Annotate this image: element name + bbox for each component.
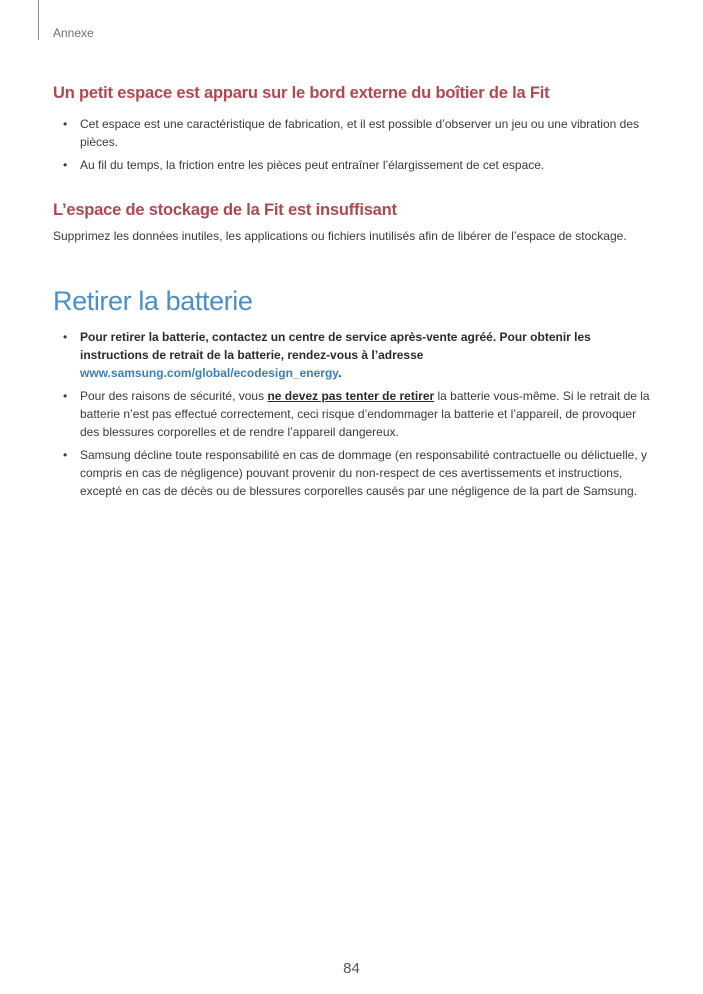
section-label: Annexe xyxy=(53,26,94,40)
gap-bullet-list xyxy=(53,115,653,174)
header-divider-line xyxy=(38,0,39,40)
list-item: • Au fil du temps, la friction entre les pièces peut entraîner l’élargissement de cet espace. xyxy=(53,156,653,174)
section-heading-gap: Un petit espace est apparu sur le bord externe du boîtier de la Fit xyxy=(53,84,550,102)
page-number: 84 xyxy=(343,960,360,977)
safety-text-suffix: la batterie vous-même. Si le retrait de la batterie n’est pas effectué correctement, ceci risque d’endommager la batterie et l’appareil, de provoquer des blessures corporelles et de rendre l’appareil dangereux. xyxy=(80,389,650,439)
battery-bullet-list xyxy=(53,328,653,500)
list-item: • Cet espace est une caractéristique de fabrication, et il est possible d’observer un jeu ou une vibration des pièces. xyxy=(53,115,653,151)
section-heading-storage: L’espace de stockage de la Fit est insuffisant xyxy=(53,201,397,219)
safety-emphasis: ne devez pas tenter de retirer xyxy=(267,389,435,403)
page-title: Retirer la batterie xyxy=(53,286,253,316)
battery-instruction-text: Pour retirer la batterie, contactez un centre de service après-vente agréé. Pour obtenir les instructions de retrait de la batterie, rendez-vous à l’adresse xyxy=(80,330,591,362)
ecodesign-link[interactable]: www.samsung.com/global/ecodesign_energy xyxy=(80,366,339,380)
storage-paragraph: Supprimez les données inutiles, les applications ou fichiers inutilisés afin de libérer de l’espace de stockage. xyxy=(53,229,627,243)
list-item xyxy=(53,387,653,441)
safety-text-prefix: Pour des raisons de sécurité, vous xyxy=(80,389,268,403)
list-item xyxy=(53,328,653,382)
punctuation: . xyxy=(338,366,342,380)
page-content xyxy=(53,82,653,500)
list-item: • Samsung décline toute responsabilité en cas de dommage (en responsabilité contractuelle ou délictuelle, y compris en cas de négligence) pouvant provenir du non-respect de ces avertissements et instructions, excepté en cas de décès ou de blessures corporelles causés par une négligence de la part de Samsung. xyxy=(53,446,653,500)
